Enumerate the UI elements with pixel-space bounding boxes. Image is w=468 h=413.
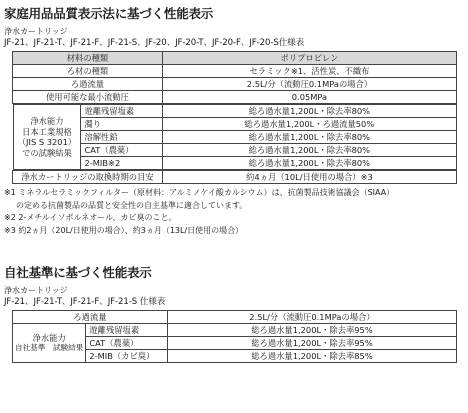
footnote-1: ※1 ミネラルセラミックフィルター（原材料：アルミノケイ酸カルシウム）は、抗菌製品技術協議会（SIAA） (4, 188, 395, 197)
capacity-item-label: 溶解性鉛 (81, 131, 163, 144)
flow-value: 2.5L/分（流動圧0.1MPaの場合） (162, 78, 456, 91)
material-label: 材料の種類 (13, 52, 163, 65)
capacity-group-line4: での試験結果 (22, 147, 72, 158)
section1-models: JF-21、JF-21-T、JF-21-F、JF-21-S、JF-20、JF-20-T、JF-20-F、JF-20-S仕様表 (4, 38, 305, 48)
table-row (13, 105, 456, 118)
table-row (13, 91, 457, 104)
flow-value-2: 2.5L/分（流動圧0.1MPaの場合） (167, 311, 456, 324)
table-row (13, 324, 457, 337)
table-row (13, 65, 457, 78)
section2-title: 自社基準に基づく性能表示 (4, 265, 152, 281)
capacity-group-cell (13, 105, 81, 170)
footnote-2: ※2 2-メチルイソボルネオール、カビ臭のこと。 (4, 213, 177, 223)
capacity-item-value: 総ろ過水量1,200L・除去率95% (167, 324, 456, 337)
section2-models: JF-21、JF-21-T、JF-21-F、JF-21-S 仕様表 (4, 297, 166, 308)
section2-subtitle: 浄水カートリッジ (4, 286, 68, 296)
footnote-1-cont: の定める抗菌製品の品質と安全性の自主基準に適合しています。 (16, 200, 248, 210)
capacity-group-2-line1: 浄水能力 (32, 332, 66, 343)
capacity-group-cell-2 (13, 324, 86, 363)
footnotes (4, 187, 462, 237)
capacity-group-line3: （JIS S 3201） (17, 137, 77, 147)
capacity-item-label: CAT（農薬） (86, 337, 168, 350)
capacity-item-label: 遊離残留塩素 (81, 105, 163, 118)
capacity-item-value: 総ろ過水量1,200L・除去率80% (163, 105, 456, 118)
filter-label: ろ材の種類 (13, 65, 163, 78)
replace-value: 約4ヵ月（10L/日使用の場合）※3 (162, 171, 456, 184)
flow-label-2: ろ過流量 (13, 311, 168, 324)
table-row (13, 171, 457, 184)
table-row (13, 311, 457, 324)
filter-value: セラミック※1、活性炭、不織布 (162, 65, 456, 78)
table-row (13, 52, 457, 65)
capacity-group-line2: 日本工業規格 (22, 126, 72, 137)
spec-table-2 (12, 310, 457, 363)
capacity-item-label: 遊離残留塩素 (86, 324, 168, 337)
section1-title: 家庭用品品質表示法に基づく性能表示 (4, 6, 214, 21)
capacity-item-value: 総ろ過水量1,200L・除去率80% (163, 144, 456, 157)
flow-label: ろ過流量 (13, 78, 163, 91)
capacity-item-value: 総ろ過水量1,200L・除去率85% (167, 350, 456, 363)
spec-table-1 (12, 51, 457, 184)
pressure-label: 使用可能な最小流動圧 (13, 91, 163, 104)
footnote-3: ※3 約2ヵ月（20L/日使用の場合）、約3ヵ月（13L/日使用の場合） (4, 225, 244, 235)
capacity-group-2-line2: 自社基準 試験結果 (15, 343, 84, 353)
capacity-item-value: 総ろ過水量1,200L・除去率80% (163, 157, 456, 170)
table-row (13, 78, 457, 91)
capacity-item-label: CAT（農薬） (81, 144, 163, 157)
capacity-item-label: 濁り (81, 118, 163, 131)
material-value: ポリプロピレン (162, 52, 456, 65)
replace-label: 浄水カートリッジの取換時期の目安 (13, 171, 163, 184)
pressure-value: 0.05MPa (162, 91, 456, 104)
capacity-item-value: 総ろ過水量1,200L・ろ過流量50% (163, 118, 456, 131)
capacity-item-label: 2-MIB※2 (81, 157, 163, 170)
section1-subtitle: 浄水カートリッジ (4, 27, 68, 36)
capacity-item-value: 総ろ過水量1,200L・除去率95% (167, 337, 456, 350)
capacity-item-label: 2-MIB（カビ臭） (86, 350, 168, 363)
capacity-item-value: 総ろ過水量1,200L・除去率80% (163, 131, 456, 144)
capacity-group-line1: 浄水能力 (30, 116, 64, 126)
